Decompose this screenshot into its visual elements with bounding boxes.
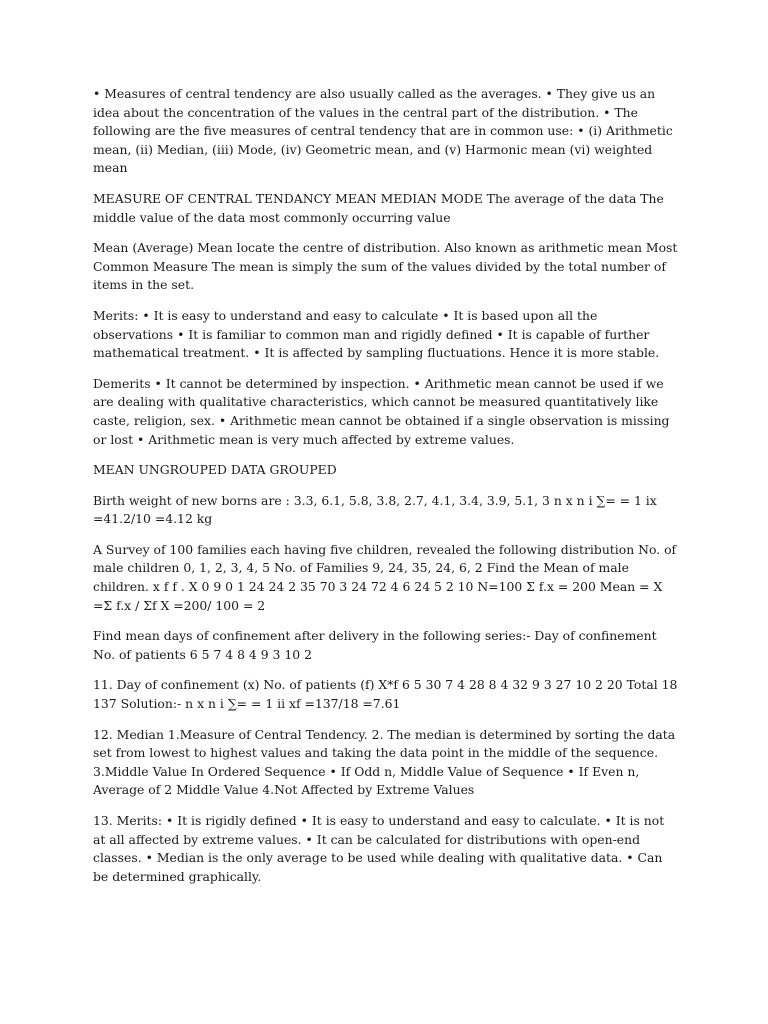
paragraph-central-tendency-intro: • Measures of central tendency are also usually called as the averages. • They give us an idea about the concentration of the values in the central part of the distribution. • The following are the five measures of central tendency that are in common use: • (i) Arithmetic mean, (ii) Median, (iii) Mode, (iv) Geometric mean, and (v) Harmonic mean (vi) weighted mean (93, 86, 673, 176)
paragraph-mean-merits: Merits: • It is easy to understand and easy to calculate • It is based upon all the observations • It is familiar to common man and rigidly defined • It is capable of further mathematical treatment. • It is affected by sampling fluctuations. Hence it is more stable. (93, 307, 660, 361)
paragraph-median-merits: 13. Merits: • It is rigidly defined • It is easy to understand and easy to calculate. • It is not at all affected by extreme values. • It can be calculated for distributions with open-end classes. • Median is the only average to be used while dealing with qualitative data. • Can be determined graphically. (93, 813, 665, 884)
paragraph-confinement-question: Find mean days of confinement after delivery in the following series:- Day of confinement No. of patients 6 5 7 4 8 4 9 3 10 2 (93, 628, 657, 662)
paragraph-measure-overview: MEASURE OF CENTRAL TENDANCY MEAN MEDIAN MODE The average of the data The middle value of the data most commonly occurring value (93, 190, 664, 225)
paragraph-birth-weight-example: Birth weight of new borns are : 3.3, 6.1, 5.8, 3.8, 2.7, 4.1, 3.4, 3.9, 5.1, 3 n x n i ∑= = 1 ix =41.2/10 =4.12 kg (93, 492, 657, 527)
paragraph-mean-demerits: Demerits • It cannot be determined by inspection. • Arithmetic mean cannot be used if we are dealing with qualitative characteristics, which cannot be measured quantitatively like caste, religion, sex. • Arithmetic mean cannot be obtained if a single observation is missing or lost • Arithmetic mean is very much affected by extreme values. (93, 375, 670, 447)
paragraph-mean-data-types: MEAN UNGROUPED DATA GROUPED (93, 462, 337, 478)
paragraph-mean-definition: Mean (Average) Mean locate the centre of distribution. Also known as arithmetic mean Most Common Measure The mean is simply the sum of the values divided by the total number of items in the set. (93, 240, 678, 293)
paragraph-family-survey-example: A Survey of 100 families each having five children, revealed the following distribution No. of male children 0, 1, 2, 3, 4, 5 No. of Families 9, 24, 35, 24, 6, 2 Find the Mean of male children. x f f . X 0 9 0 1 24 24 2 35 70 3 24 72 4 6 24 5 2 10 N=100 Σ f.x = 200 Mean = X =Σ f.x / Σf X =200/ 100 = 2 (93, 541, 677, 613)
paragraph-median-definition: 12. Median 1.Measure of Central Tendency. 2. The median is determined by sorting the data set from lowest to highest values and taking the data point in the middle of the sequence. 3.Middle Value In Ordered Sequence • If Odd n, Middle Value of Sequence • If Even n, Average of 2 Middle Value 4.Not Affected by Extreme Values (93, 726, 676, 798)
paragraph-confinement-solution: 11. Day of confinement (x) No. of patients (f) X*f 6 5 30 7 4 28 8 4 32 9 3 27 10 2 20 Total 18 137 Solution:- n x n i ∑= = 1 ii xf =137/18 =7.61 (93, 677, 678, 712)
